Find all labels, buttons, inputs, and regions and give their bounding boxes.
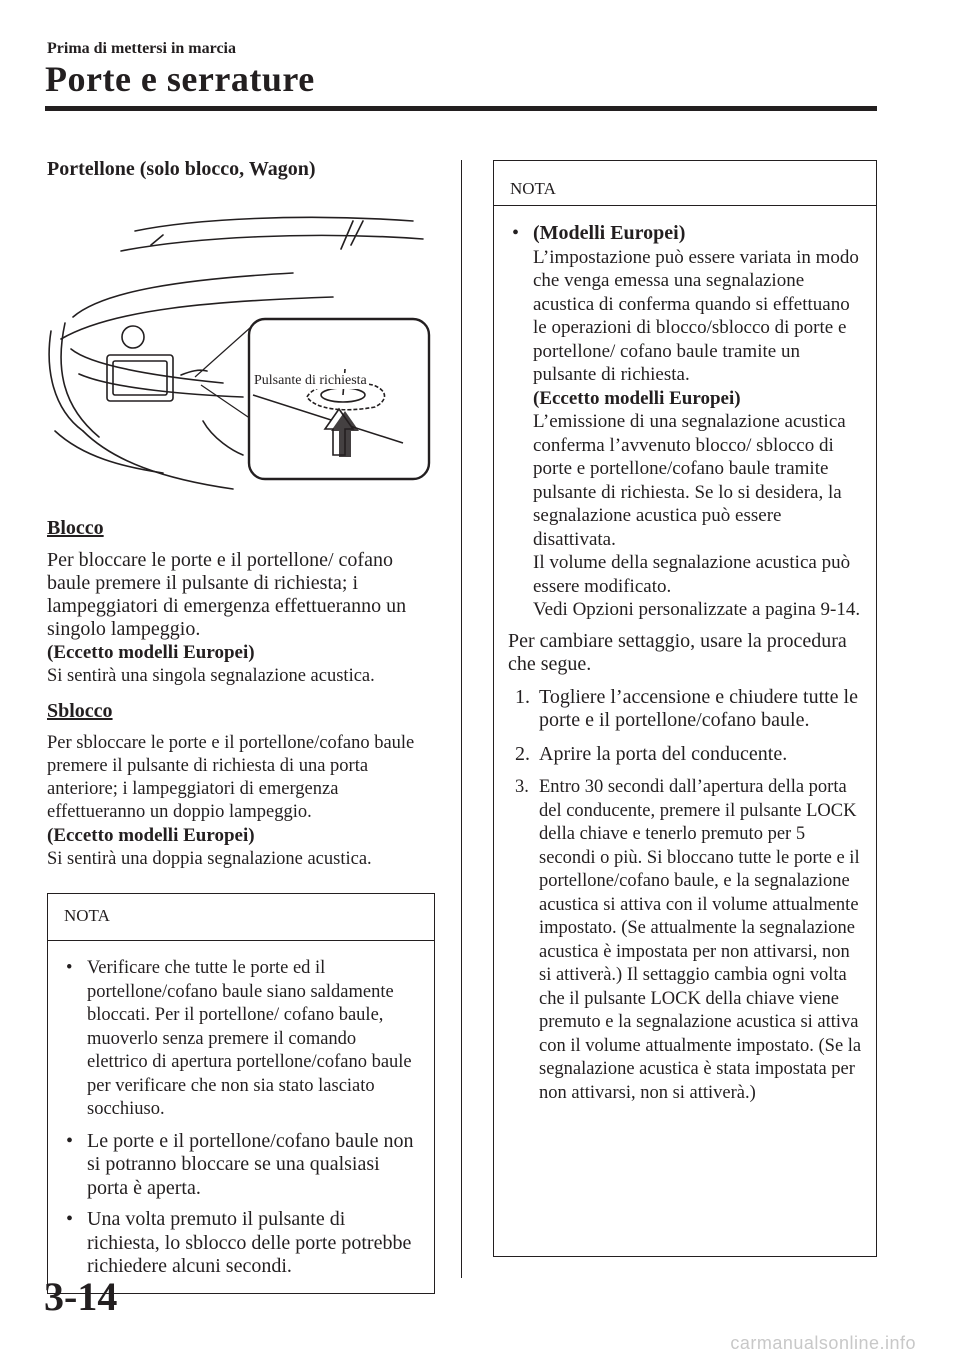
non-european-title: (Eccetto modelli Europei) (533, 387, 741, 409)
section-heading: Portellone (solo blocco, Wagon) (47, 158, 316, 180)
unlock-exception (47, 824, 435, 871)
step-item: 1. Togliere l’accensione e chiudere tutte le porte e il portellone/cofano baule. (515, 685, 858, 731)
page-title: Porte e serrature (45, 59, 315, 99)
unlock-heading: Sblocco (47, 700, 113, 722)
callout-label: Pulsante di richiesta (254, 373, 367, 388)
lock-heading: Blocco (47, 517, 104, 539)
reference-text: Vedi Opzioni personalizzate a pagina 9-14. (533, 599, 861, 620)
note-item: • Verificare che tutte le porte ed il portellone/cofano baule siano saldamente bloccati. Per il portellone/ cofano baule, muoverlo senza premere il comando elettrico di apertura portellone/cofano baule per verificare che non sia stato lasciato socchiuso. (66, 958, 412, 1119)
step-item: 2. Aprire la porta del conducente. (515, 742, 788, 765)
note-box-left (47, 893, 435, 1294)
column-divider (461, 160, 462, 1278)
watermark: carmanualsonline.info (730, 1333, 916, 1353)
note-title: NOTA (64, 906, 110, 925)
note-item: • Una volta premuto il pulsante di richiesta, lo sblocco delle porte potrebbe richiedere alcuni secondi. (66, 1208, 412, 1277)
tailgate-illustration (43, 199, 431, 499)
unlock-text: Per sbloccare le porte e il portellone/cofano baule premere il pulsante di richiesta di una porta anteriore; i lampeggiatori di emergenza effettueranno un doppio lampeggio. (47, 733, 415, 822)
european-models-title: (Modelli Europei) (533, 222, 686, 244)
right-column (493, 160, 877, 1257)
note-body (48, 941, 434, 1293)
european-models-text: L’impostazione può essere variata in modo che venga emessa una segnalazione acustica di conferma quando si effettuano le operazioni di blocco/sblocco di porte e portellone/ cofano baule tramite un pulsante di richiesta. (533, 246, 859, 385)
note-title: NOTA (510, 179, 556, 198)
note-item: • Le porte e il portellone/cofano baule non si potranno bloccare se una qualsiasi porta è aperta. (66, 1129, 414, 1199)
lock-exception-title: (Eccetto modelli Europei) (47, 642, 255, 663)
header-rule (45, 106, 877, 111)
lock-exception (47, 641, 435, 688)
note-box-right (493, 160, 877, 1257)
lock-exception-text: Si sentirà una singola segnalazione acustica. (47, 666, 375, 686)
unlock-exception-title: (Eccetto modelli Europei) (47, 825, 255, 846)
lock-text: Per bloccare le porte e il portellone/ cofano baule premere il pulsante di richiesta; i lampeggiatori di emergenza effettueranno un singolo lampeggio. (47, 549, 407, 640)
procedure-intro: Per cambiare settaggio, usare la procedura che segue. (508, 629, 847, 675)
car-rear-drawing (43, 199, 431, 499)
note-body (494, 206, 876, 1119)
unlock-exception-text: Si sentirà una doppia segnalazione acustica. (47, 849, 372, 869)
volume-text: Il volume della segnalazione acustica può essere modificato. (533, 552, 851, 597)
page-number: 3-14 (44, 1274, 118, 1319)
step-item: 3. Entro 30 secondi dall’apertura della porta del conducente, premere il pulsante LOCK della chiave e tenerlo premuto per 5 secondi o più. Si bloccano tutte le porte e il portellone/cofano baule, e la segnalazione acustica si attiva con il volume attualmente impostato. (Se attualmente la segnalazione acustica è impostata per non attivarsi, non si attiverà.) Il settaggio cambia ogni volta che il pulsante LOCK della chiave viene premuto e la segnalazione acustica si attiva con il volume attualmente impostato. (Se la segnalazione acustica è stata impostata per non attivarsi, non si attiverà.) (515, 777, 862, 1103)
non-european-text: L’emissione di una segnalazione acustica conferma l’avvenuto blocco/ sblocco di porte e portellone/cofano baule tramite pulsante di richiesta. Se lo si desidera, la segnalazione acustica può essere disattivata. (533, 411, 846, 550)
note-item: • (Modelli Europei) L’impostazione può essere variata in modo che venga emessa una segnalazione acustica di conferma quando si effettuano le operazioni di blocco/sblocco di porte e portellone/ cofano baule tramite un pulsante di richiesta. (Eccetto modelli Europei) L’emissione di una segnalazione acustica conferma l’avvenuto blocco/ sblocco di porte e portellone/cofano baule tramite pulsante di richiesta. Se lo si desidera, la segnalazione acustica può essere disattivata. Il volume della segnalazione acustica può essere modificato. Vedi Opzioni personalizzate a pagina 9-14. (512, 222, 861, 620)
left-column (47, 158, 435, 1294)
section-label: Prima di mettersi in marcia (47, 40, 236, 57)
